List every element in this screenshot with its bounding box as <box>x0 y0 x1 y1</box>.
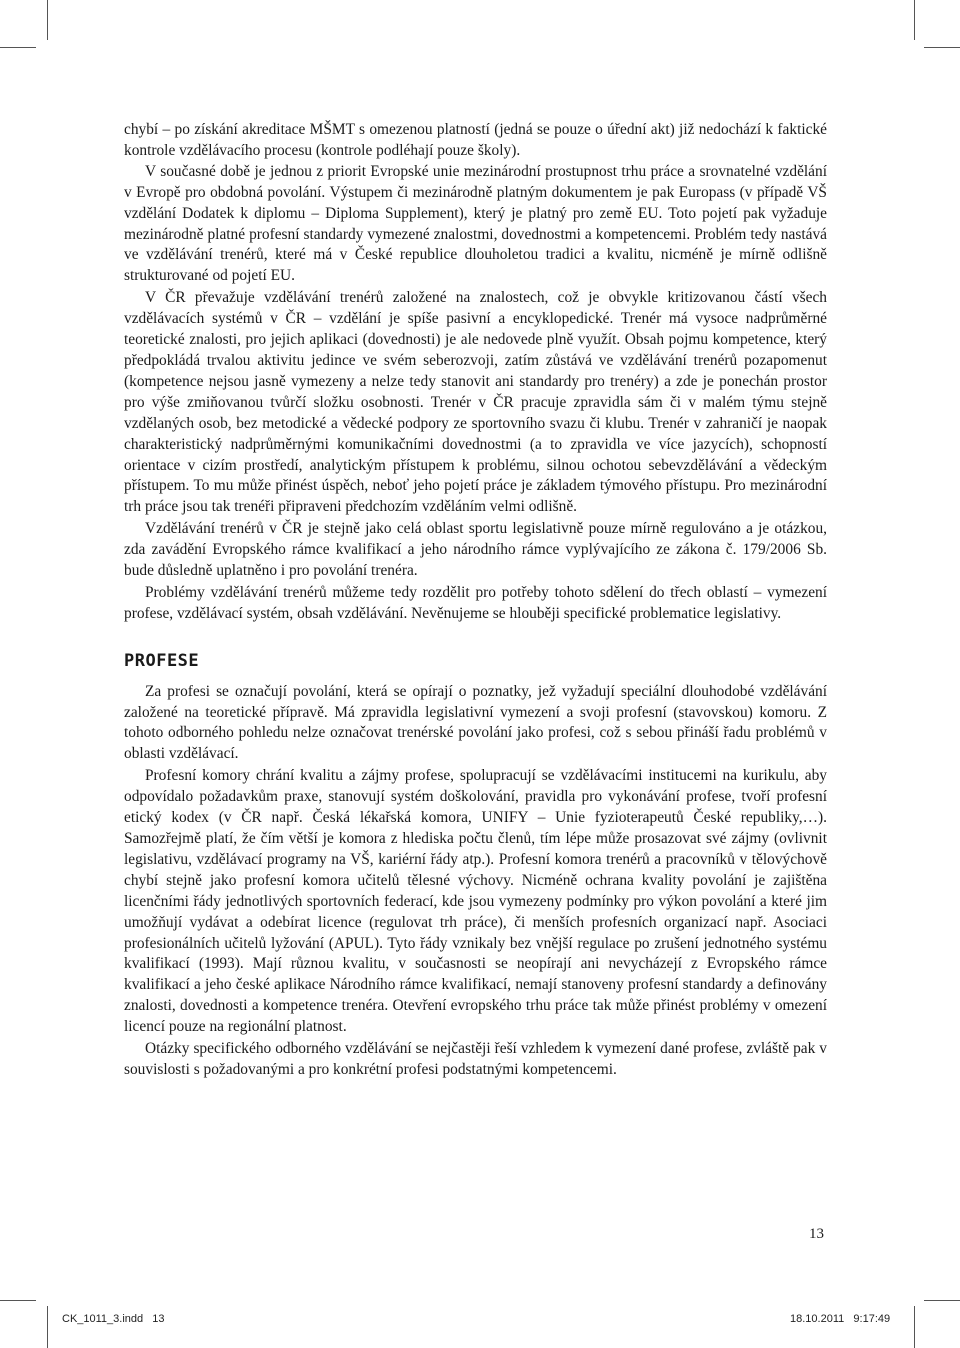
slug-file-info: CK_1011_3.indd 13 <box>62 1313 165 1325</box>
paragraph: Profesní komory chrání kvalitu a zájmy profese, spolupracují se vzdělávacími institucemi na kurikulu, aby odpovídalo požadavkům praxe, stanovují systém doškolování, pravidla pro vykonávání profese, tvoří profesní etický kodex (v ČR např. Česká lékařská komora, UNIFY – Unie fyzioterapeutů České republiky,…). Samozřejmě platí, že čím větší je komora z hlediska počtu členů, tím lépe může prosazovat své zájmy (ovlivnit legislativu, vzdělávací programy na VŠ, kariérní řády atp.). Profesní komora trenérů a pracovníků v tělovýchově chybí stejně jako profesní komora učitelů tělesné výchovy. Nicméně ochrana kvality povolání je zajištěna licenčními řády jednotlivých sportovních federací, kde jsou vymezeny podmínky pro výkon povolání a které jim umožňují vydávat a odebírat licence (regulovat trh práce), či menších profesních organizací např. Asociaci profesionálních učitelů lyžování (APUL). Tyto řády vznikaly bez vnější regulace po zrušení jednotného systému kvalifikací (1993). Mají různou kvalitu, v současnosti se neopírají ani nevycházejí z Evropského rámce kvalifikací a jeho české aplikace Národního rámce kvalifikací, nemají stanoveny profesní standardy a definovány znalosti, dovednosti a kompetence trenéra. Otevření evropského trhu práce tak může přinést problémy v omezení licencí pouze na regionální platnost. <box>124 767 827 1036</box>
crop-mark <box>914 1306 915 1348</box>
paragraph: V ČR převažuje vzdělávání trenérů založené na znalostech, což je obvykle kritizovanou částí všech vzdělávacích systémů v ČR – vzdělání je spíše pasivní a encyklopedické. Trenér má vysoce nadprůměrné teoretické znalosti, pro jejich aplikaci (dovednosti) je ale nedovede plně využít. Obsah pojmu kompetence, který předpokládá trvalou aktivitu jedince ve svém seberozvoji, zatím zůstává ve vzdělávání trenérů pozapomenut (kompetence nejsou jasně vymezeny a nelze tedy stanovit ani standardy pro trenéry) a zde je ponechán prostor pro výše zmiňovanou tvůrčí složku osobnosti. Trenér v ČR pracuje zpravidla sám či v malém týmu stejně vzdělaných osob, bez metodické a vědecké podpory ze sportovního svazu či klubu. Trenér v zahraničí je naopak charakteristický nadprůměrnými komunikačními dovednostmi (a to zpravidla ve více jazycích), schopností orientace v cizím prostředí, analytickým přístupem k problému, silnou ochotou sebevzdělávání a vědeckým přístupem. To mu může přinést úspěch, neboť jeho pojetí práce je základem týmového přístupu. Pro mezinárodní trh práce jsou tak trenéři připraveni předchozím vzděláním velmi odlišně. <box>124 289 827 516</box>
section-heading: PROFESE <box>124 650 200 671</box>
crop-mark <box>47 1306 48 1348</box>
crop-mark <box>0 1300 36 1301</box>
crop-mark <box>924 1300 960 1301</box>
main-text <box>124 120 827 1081</box>
paragraph: chybí – po získání akreditace MŠMT s omezenou platností (jedná se pouze o úřední akt) již nedochází k faktické kontrole vzdělávacího procesu (kontrole podléhají pouze školy). <box>124 121 827 159</box>
paragraph: Za profesi se označují povolání, která se opírají o poznatky, jež vyžadují speciální dlouhodobé vzdělávání založené na teoretické přípravě. Má zpravidla legislativní vymezení a svoji profesní (stavovskou) komoru. Z tohoto odborného pohledu nelze označovat trenérské povolání jako profesi, což s sebou přináší řadu problémů v oblasti vzdělávací. <box>124 682 827 763</box>
slug-timestamp: 18.10.2011 9:17:49 <box>790 1313 891 1325</box>
crop-mark <box>0 47 36 48</box>
paragraph: V současné době je jednou z priorit Evropské unie mezinárodní prostupnost trhu práce a srovnatelné vzdělání v Evropě pro obdobná povolání. Výstupem či mezinárodně platným dokumentem je pak Europass (v případě VŠ vzdělání Dodatek k diplomu – Diploma Supplement), který je platný pro země EU. Toto pojetí pak vyžaduje mezinárodně platné profesní standardy vymezené znalostmi, dovednostmi a kompetencemi. Problém tedy nastává ve vzdělávání trenérů, které má v České republice dlouholetou tradici a kvalitu, nicméně je mírně odlišně strukturované od pojetí EU. <box>124 162 827 285</box>
paragraph: Otázky specifického odborného vzdělávání se nejčastěji řeší vzhledem k vymezení dané profese, zvláště pak v souvislosti s požadovanými a pro konkrétní profesi podstatnými kompetencemi. <box>124 1040 827 1078</box>
crop-mark <box>47 0 48 40</box>
crop-mark <box>924 47 960 48</box>
page-number: 13 <box>809 1226 824 1242</box>
crop-mark <box>914 0 915 40</box>
paragraph: Problémy vzdělávání trenérů můžeme tedy rozdělit pro potřeby tohoto sdělení do třech oblastí – vymezení profese, vzdělávací systém, obsah vzdělávání. Nevěnujeme se hlouběji specifické problematice legislativy. <box>124 583 827 622</box>
paragraph: Vzdělávání trenérů v ČR je stejně jako celá oblast sportu legislativně pouze mírně regulováno a je otázkou, zda zavádění Evropského rámce kvalifikací a jeho národního rámce vyplývajícího ze zákona č. 179/2006 Sb. bude důsledně uplatněno i pro povolání trenéra. <box>124 520 827 580</box>
